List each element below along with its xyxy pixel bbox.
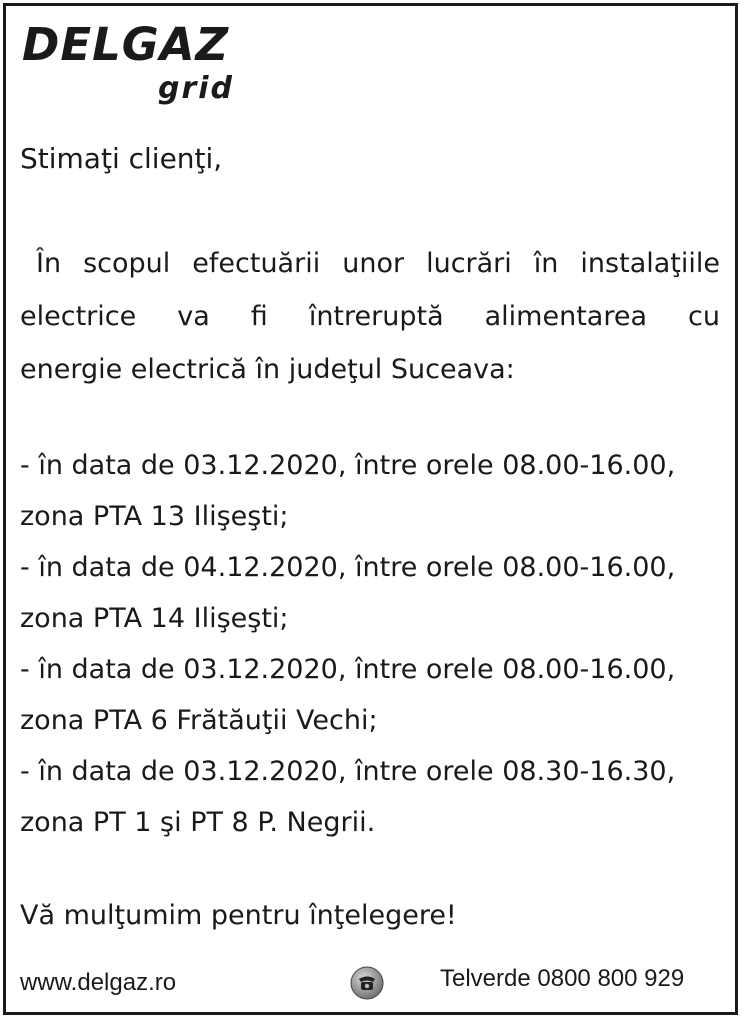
intro-line-2: electrice va fi întreruptă alimentarea cu xyxy=(20,301,720,332)
outage-date-line: - în data de 04.12.2020, între orele 08.00-16.00, xyxy=(20,552,676,583)
outage-zone-line: zona PT 1 şi PT 8 P. Negrii. xyxy=(20,807,376,838)
intro-line-3: energie electrică în judeţul Suceava: xyxy=(20,354,515,385)
outage-date-line: - în data de 03.12.2020, între orele 08.30-16.30, xyxy=(20,756,676,787)
list-item xyxy=(20,542,735,644)
intro-paragraph xyxy=(20,237,720,396)
logo-brand: DELGAZ xyxy=(22,18,230,71)
telephone-icon xyxy=(350,966,384,1000)
logo-sub: grid xyxy=(158,71,235,106)
outage-zone-line: zona PTA 6 Frătăuţii Vechi; xyxy=(20,705,378,736)
outage-date-line: - în data de 03.12.2020, între orele 08.00-16.00, xyxy=(20,450,676,481)
outage-zone-line: zona PTA 13 Ilişeşti; xyxy=(20,501,289,532)
intro-line-1: În scopul efectuării unor lucrări în instalaţiile xyxy=(36,248,720,279)
outage-date-line: - în data de 03.12.2020, între orele 08.00-16.00, xyxy=(20,654,676,685)
list-item xyxy=(20,440,735,542)
list-item xyxy=(20,746,735,848)
outage-zone-line: zona PTA 14 Ilişeşti; xyxy=(20,603,289,634)
outage-list xyxy=(20,440,735,848)
thanks-message: Vă mulţumim pentru înţelegere! xyxy=(20,900,457,931)
delgaz-grid-logo xyxy=(22,18,252,112)
list-item xyxy=(20,644,735,746)
telverde-number[interactable]: Telverde 0800 800 929 xyxy=(440,965,685,992)
website-link[interactable]: www.delgaz.ro xyxy=(20,969,177,996)
greeting: Stimaţi clienţi, xyxy=(20,142,223,175)
